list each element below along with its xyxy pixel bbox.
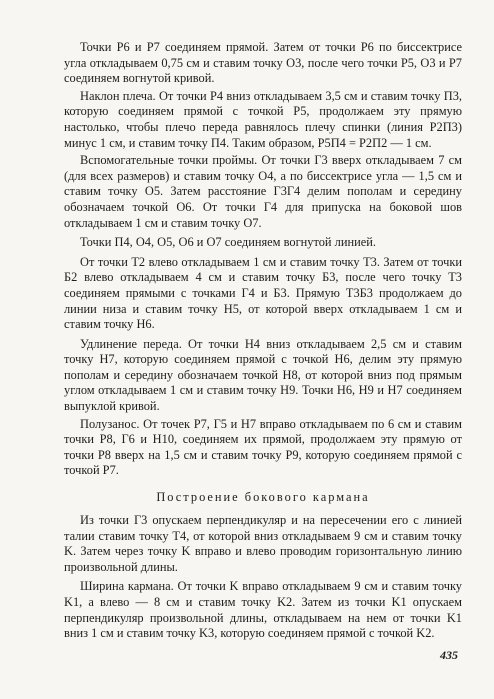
paragraph-pocket-width: Ширина кармана. От точки K вправо откладываем 9 см и ставим точку K1, а влево — 8 см и ставим точку K2. Затем из точки K1 опускаем перпендикуляр произвольной длины, откладываем на нем от точки K1 вниз 1 см и ставим точку K3, которую соединяем прямой с точкой K2. bbox=[64, 579, 462, 641]
section-heading: Построение бокового кармана bbox=[156, 490, 370, 505]
paragraph-shoulder-slope: Наклон плеча. От точки P4 вниз откладываем 3,5 см и ставим точку П3, которую соединяем прямой с точкой P5, продолжаем эту прямую настолько, чтобы плечо переда равнялось плечу спинки (линия P2П3) минус 1 см, и ставим точку П4. Таким образом, P5П4 = P2П2 — 1 см. bbox=[64, 88, 462, 150]
page-number: 435 bbox=[440, 648, 458, 662]
paragraph-overlap: Полузанос. От точек P7, Г5 и H7 вправо откладываем по 6 см и ставим точки P8, Г6 и H10, соединяем их прямой, продолжаем эту прямую от точки P8 вверх на 1,5 см и ставим точку P9, которую соединяем прямой с точкой P7. bbox=[64, 416, 462, 478]
paragraph-front-lengthening: Удлинение переда. От точки H4 вниз откладываем 2,5 см и ставим точку H7, которую соединяем прямой с точкой H6, делим эту прямую пополам и середину обозначаем точкой H8, от которой вниз под прямым углом откладываем 1 см и ставим точку H9. Точки H6, H9 и H7 соединяем выпуклой кривой. bbox=[64, 336, 462, 414]
paragraph-side-seam: От точки T2 влево откладываем 1 см и ставим точку T3. Затем от точки Б2 влево откладываем 4 см и ставим точку Б3, после чего точку T3 соединяем прямыми с точками Г4 и Б3. Прямую T3Б3 продолжаем до линии низа и ставим точку H5, от которой вверх откладываем 1 см и ставим точку H6. bbox=[64, 254, 462, 332]
paragraph-shoulder-points: Точки P6 и P7 соединяем прямой. Затем от точки P6 по биссектрисе угла откладываем 0,75 см и ставим точку O3, после чего точки P5, O3 и P7 соединяем вогнутой кривой. bbox=[64, 40, 462, 86]
paragraph-armhole-connect: Точки П4, O4, O5, O6 и O7 соединяем вогнутой линией. bbox=[80, 235, 376, 250]
paragraph-pocket-line: Из точки Г3 опускаем перпендикуляр и на пересечении его с линией талии ставим точку T4, от которой вниз откладываем 9 см и ставим точку K. Затем через точку K вправо и влево проводим горизонтальную линию произвольной длины. bbox=[64, 513, 462, 574]
paragraph-armhole-points: Вспомогательные точки проймы. От точки Г3 вверх откладываем 7 см (для всех размеров) и ставим точку O4, а по биссектрисе угла — 1,5 см и ставим точку O5. Затем расстояние Г3Г4 делим пополам и середину обозначаем точкой O6. От точки Г4 для припуска на боковой шов откладываем 1 см и ставим точку O7. bbox=[64, 153, 462, 230]
